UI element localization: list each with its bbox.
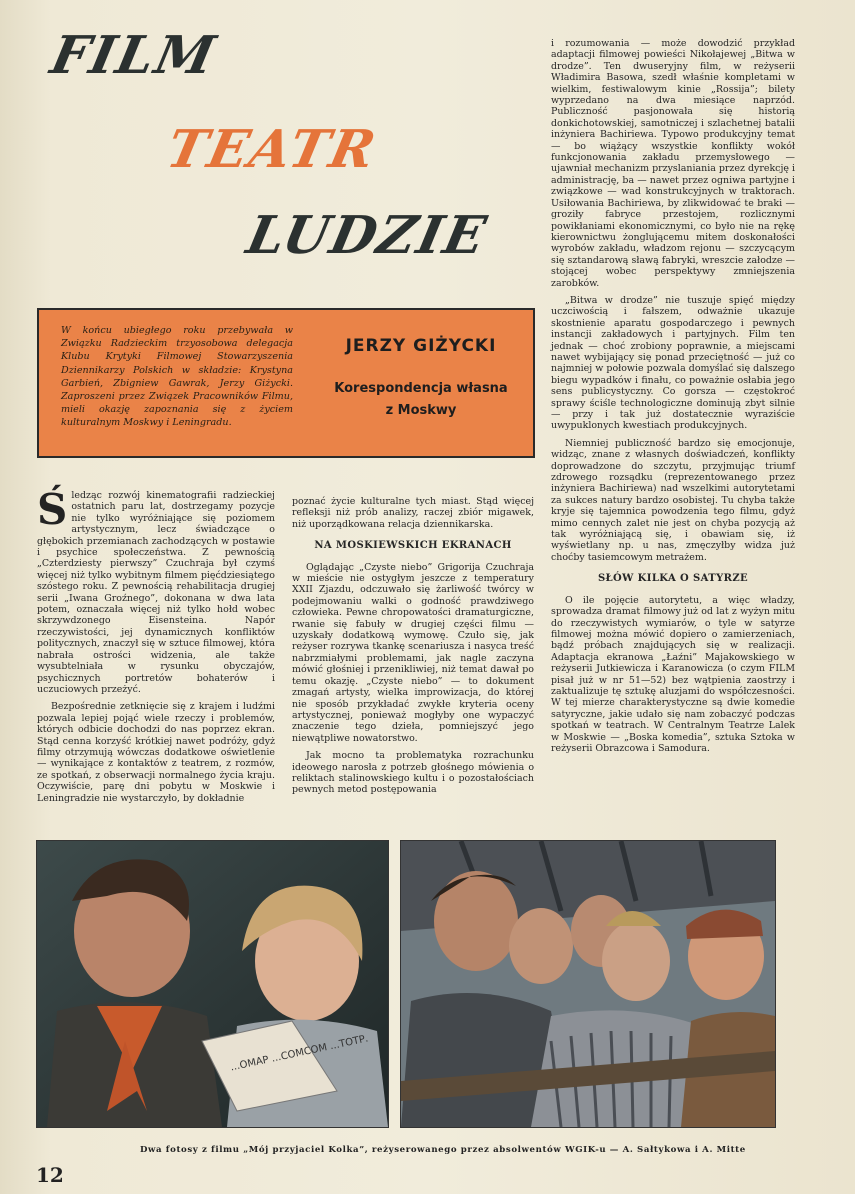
byline-subtitle-1: Korespondencja własna — [334, 381, 508, 396]
col1-paragraph-1: ledząc rozwój kinematografii radzieckiej ostatnich paru lat, dostrzegamy pozycje nie tylko wyróżniające się poziomem artystycznym, lecz świadczące o głębokich przemianach zachodzących w postawie i psychice społeczeństwa. Z pewnością „Czterdziesty pierwszy” Czuchraja był czymś więcej niż tylko wybitnym filmem pięćdziesiątego szóstego roku. Z pewnością rehabilitacja drugiej serii „Iwana Groźnego”, dokonana w dwa lata potem, oznaczała więcej niż tylko hołd wobec skrzywdzonego Eisensteina. Napór rzeczywistości, jej dynamicznych konfliktów politycznych, znaczył się w sztuce filmowej, która nabrała ostrości widzenia, ale także wysubtelniała w rysunku obyczajów, psychicznych portretów bohaterów i uczuciowych przeżyć. — [37, 490, 275, 695]
section-heading-satyra: SŁÓW KILKA O SATYRZE — [597, 573, 749, 585]
film-still-right — [400, 840, 776, 1128]
byline — [321, 336, 521, 422]
intro-text: W końcu ubiegłego roku przebywała w Związku Radzieckim trzyosobowa delegacja Klubu Krytyki Filmowej Stowarzyszenia Dziennikarzy Polskich w składzie: Krystyna Garbień, Zbigniew Gawrak, Jerzy Giżycki. Zaproszeni przez Związek Pracowników Filmu, mieli okazję zapoznania się z życiem kulturalnym Moskwy i Leningradu. — [61, 325, 293, 429]
col3-paragraph-3: Niemniej publiczność bardzo się emocjonuje, widząc, znane z własnych doświadczeń, konflikty doprowadzone do szczytu, przyjmując triumf zdrowego rozsądku (reprezentowanego przez inżyniera Bachiriewa) nad wszelkimi autorytetami za sukces natury bardzo osobistej. Tu chyba także kryje się tajemnica powodzenia tego filmu, gdyż mimo cennych zalet nie jest on chyba pozycją aż tak wyróżniającą się, i obawiam się, iż wyświetlany np. u nas, zmęczyłby widza już choćby tasiemcowym metrażem. — [551, 437, 795, 563]
note-text: ...ОМАР ...СОМСОМ ...ТОТР. — [229, 1033, 370, 1074]
col1-paragraph-2: Bezpośrednie zetknięcie się z krajem i ludźmi pozwala lepiej pojąć wiele rzeczy i problemów, których odbicie dochodzi do nas poprzez ekran. Stąd cenna korzyść krótkiej nawet podróży, gdyż filmy otrzymują wówczas dodatkowe oświetlenie — wynikające z kontaktów z teatrem, z rozmów, ze spotkań, z obserwacji normalnego życia kraju. Oczywiście, parę dni pobytu w Moskwie i Leningradzie nie wystarczyło, by dokładnie — [37, 701, 275, 804]
author-name: JERZY GIŻYCKI — [345, 336, 497, 356]
film-still-left-image — [37, 841, 388, 1127]
section-heading-ekrany: NA MOSKIEWSKICH EKRANACH — [314, 540, 512, 552]
col2-paragraph-3: Jak mocno ta problematyka rozrachunku ideowego narosła z potrzeb głośnego mówienia o reliktach stalinowskiego kultu i o pozostałościach pewnych metod postępowania — [292, 750, 534, 796]
drop-cap: Ś — [37, 485, 68, 534]
intro-box — [37, 308, 535, 458]
column-3 — [551, 38, 795, 760]
col3-paragraph-1: i rozumowania — może dowodzić przykład adaptacji filmowej powieści Nikołajewej „Bitwa w drodze”. Ten dwuseryjny film, w reżyserii Władimira Basowa, szedł właśnie kompletami w wielkim, festiwalowym kinie „Rossija”; bilety wyprzedano na dwa miesiące naprzód. Publiczność pasjonowała się historią donkichotowskiej, samotniczej i szlachetnej batalii inżyniera Bachiriewa. Typowo produkcyjny temat — bo wiążący wszystkie konflikty wokół funkcjonowania zakładu przemysłowego — ujawniał mechanizm przyslaniania przez dyrekcję i administrację, ba — nawet przez ogniwa partyjne i związkowe — wad konstrukcyjnych w traktorach. Usiłowania Bachiriewa, by zlikwidować te braki — groziły fabryce przestojem, rozlicznymi powikłaniami ekonomicznymi, co było nie na rękę kierownictwu żonglującemu mitem doskonałości wyrobów zakładu, władzom rejonu — szczycącym się sztandarową sławą fabryki, wreszcie załodze — stojącej wobec perspektywy zmniejszenia zarobków. — [551, 38, 795, 289]
column-2 — [292, 496, 534, 802]
col2-paragraph-2: Oglądając „Czyste niebo” Grigorija Czuchraja w mieście nie ostygłym jeszcze z temperatury XXII Zjazdu, odczuwało się żarliwość twórcy w podejmowaniu walki o godność prawdziwego człowieka. Pewne chropowatości dramaturgiczne, rwanie się fabuły w drugiej części filmu — uzyskały dodatkową wymowę. Czuło się, jak reżyser rozrywa tkankę scenariusza i nasyca treść nabrzmiałymi problemami, jak nagle zaczyna mówić głośniej i przenikliwiej, niż temat dawał po temu okazję. „Czyste niebo” — to dokument zmagań artysty, wielka improwizacja, do której nie sposób przykładać zwykłe kryteria oceny artystycznej, ponieważ mogłyby one wypaczyć znaczenie tego dzieła, pomniejszyć jego niewątpliwe nowatorstwo. — [292, 561, 534, 744]
photo-caption: Dwa fotosy z filmu „Mój przyjaciel Kolka”, reżyserowanego przez absolwentów WGIK-u — A. Sałtykowa i A. Mitte — [140, 1145, 746, 1155]
col3-paragraph-2: „Bitwa w drodze” nie tuszuje spięć między uczciwością i fałszem, odważnie ukazuje skostnienie aparatu gospodarczego i pewnych instancji zakładowych i partyjnych. Film ten jednak — choć zrobiony poprawnie, a miejscami nawet wybijający się ponad przeciętność — już co najmniej w połowie pozwala domyślać się dalszego biegu wypadków i finału, co poważnie osłabia jego sens publicystyczny. Co gorsza — częstokroć sprawy ściśle technologiczne dominują zbyt silnie — przy i tak już dostatecznie wyraziście uwypuklonych kwestiach produkcyjnych. — [551, 294, 795, 432]
byline-subtitle-2: z Moskwy — [385, 403, 457, 418]
headline-film: FILM — [45, 25, 222, 86]
headline-teatr: TEATR — [161, 119, 383, 180]
col2-paragraph-1: poznać życie kulturalne tych miast. Stąd więcej refleksji niż prób analizy, raczej zbiór migawek, niż uporządkowana relacja dziennikarska. — [292, 496, 534, 530]
film-still-right-image — [401, 841, 775, 1127]
film-still-left — [36, 840, 389, 1128]
col3-paragraph-4: O ile pojęcie autorytetu, a więc władzy, sprowadza dramat filmowy już od lat z wyżyn mitu do rzeczywistych wymiarów, o tyle w satyrze filmowej można mówić dopiero o zamierzeniach, bądź próbach znajdujących się w realizacji. Adaptacja ekranowa „Łaźni” Majakowskiego w reżyserii Jutkiewicza i Karanowicza (o czym FILM pisał już w nr 51—52) bez wątpienia zaostrzy i zaktualizuje tę sztukę aluzjami do współczesności. W tej mierze charakterystyczne są dwie komedie satyryczne, jakie udało się nam zobaczyć podczas spotkań w teatrach. W Centralnym Teatrze Lalek w Moskwie — „Boska komedia”, sztuka Sztoka w reżyserii Obrazcowa i Samodura. — [551, 594, 795, 754]
page-number: 12 — [36, 1163, 64, 1187]
column-1 — [37, 485, 275, 810]
headline-ludzie: LUDZIE — [241, 205, 493, 266]
